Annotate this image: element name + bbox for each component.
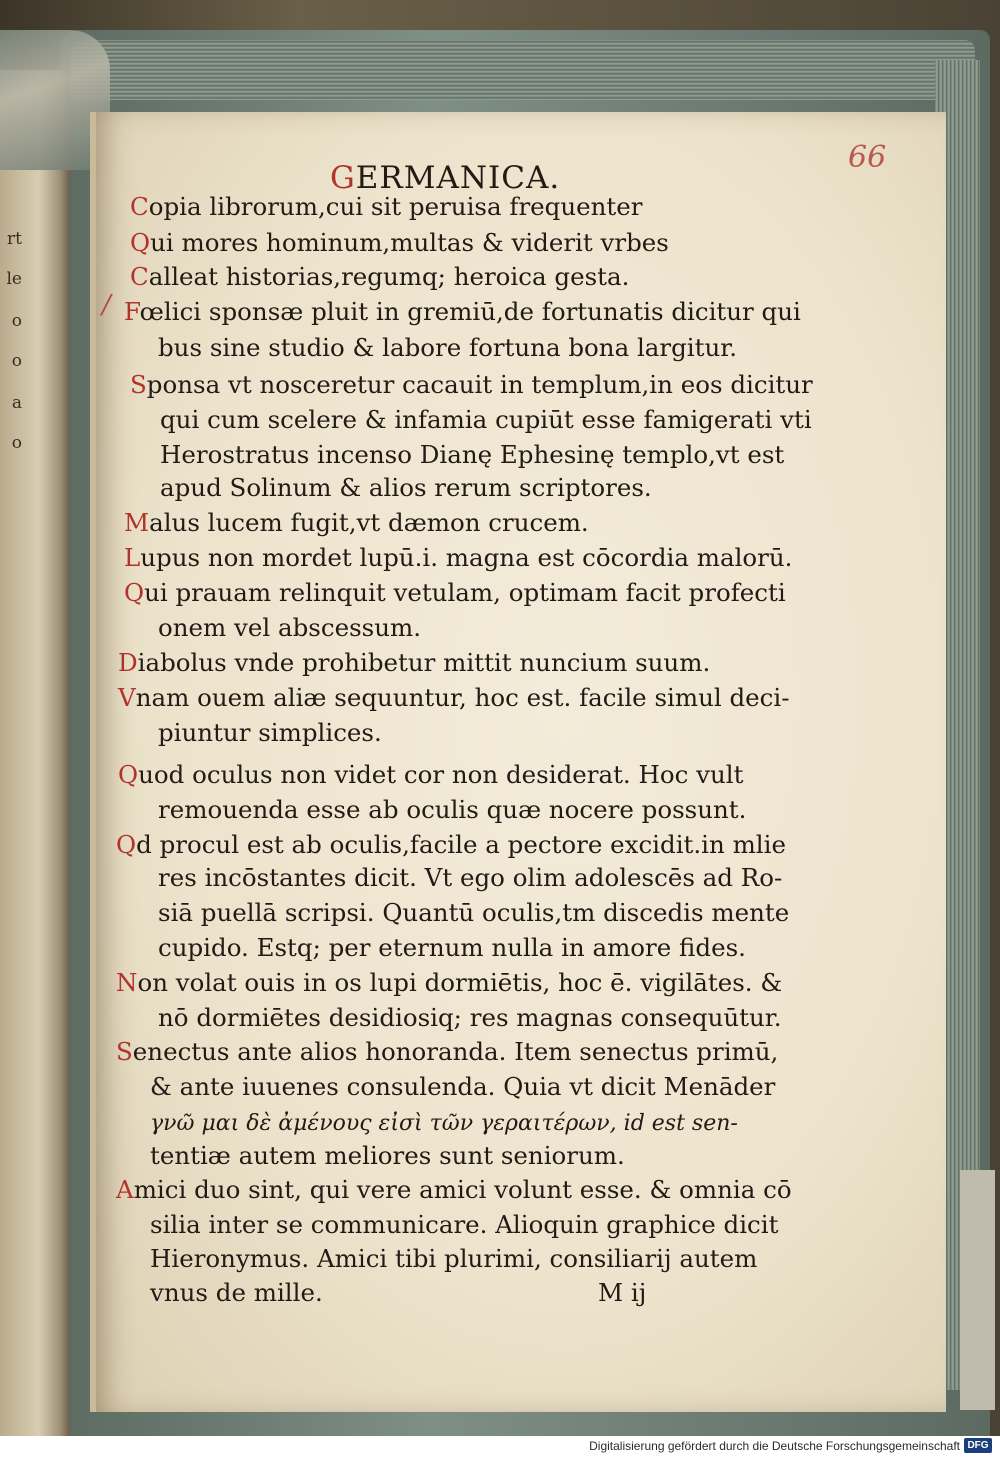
- rubricated-initial: C: [130, 192, 149, 221]
- footer-bar: [0, 1436, 1000, 1457]
- line-text: ui prauam relinquit vetulam, optimam facit profecti: [144, 578, 786, 607]
- line-text: iabolus vnde prohibetur mittit nuncium suum.: [137, 648, 711, 677]
- text-line: [150, 1278, 323, 1307]
- line-text: cupido. Estq; per eternum nulla in amore fides.: [158, 933, 746, 962]
- line-text: upus non mordet lupū.i. magna est cōcordia malorū.: [140, 543, 793, 572]
- text-line: [116, 968, 782, 997]
- rubricated-initial: A: [116, 1175, 134, 1204]
- line-text: œlici sponsæ pluit in gremiū,de fortunatis dicitur qui: [139, 297, 801, 326]
- text-line: [130, 262, 629, 291]
- text-line: [160, 473, 652, 502]
- line-text: apud Solinum & alios rerum scriptores.: [160, 473, 652, 502]
- line-text: onem vel abscessum.: [158, 613, 422, 642]
- text-line: [158, 613, 421, 642]
- line-text: enectus ante alios honoranda. Item senectus primū,: [132, 1037, 779, 1066]
- text-line: [116, 1175, 792, 1204]
- text-line: [118, 648, 710, 677]
- line-text: d procul est ab oculis,facile a pectore excidit.in mlie: [136, 830, 786, 859]
- heading-initial: G: [330, 160, 356, 196]
- text-line: [158, 1003, 782, 1032]
- text-line: [118, 760, 743, 789]
- line-text: res incōstantes dicit. Vt ego olim adolescēs ad Ro-: [158, 863, 783, 892]
- page-edges-top: [70, 40, 975, 100]
- line-text: alus lucem fugit,vt dæmon crucem.: [149, 508, 589, 537]
- rubricated-initial: C: [130, 262, 149, 291]
- line-text: opia librorum,cui sit peruisa frequenter: [148, 192, 643, 221]
- line-text: silia inter se communicare. Alioquin graphice dicit: [150, 1210, 779, 1239]
- text-line: [150, 1210, 778, 1239]
- rubricated-initial: S: [130, 370, 147, 399]
- text-line: [158, 795, 746, 824]
- line-text: alleat historias,regumq; heroica gesta.: [148, 262, 630, 291]
- rubricated-initial: V: [118, 683, 136, 712]
- rubricated-initial: Q: [116, 830, 137, 859]
- text-line: [150, 1141, 625, 1170]
- left-margin-fragment: o: [11, 311, 22, 331]
- text-line: [116, 1037, 778, 1066]
- line-text: nam ouem aliæ sequuntur, hoc est. facile simul deci-: [135, 683, 790, 712]
- rubricated-initial: D: [118, 648, 138, 677]
- rubricated-initial: Q: [124, 578, 145, 607]
- rubricated-initial: Q: [130, 228, 151, 257]
- text-line: [124, 297, 801, 326]
- rubricated-initial: M: [124, 508, 150, 537]
- text-line: [158, 333, 737, 362]
- line-text: & ante iuuenes consulenda. Quia vt dicit Menāder: [150, 1072, 776, 1101]
- text-line: [160, 440, 784, 469]
- cover-corner: [960, 1170, 995, 1410]
- rubricated-initial: N: [116, 968, 138, 997]
- text-line: [150, 1244, 757, 1273]
- left-margin-fragment: o: [11, 351, 22, 371]
- text-line: [158, 933, 746, 962]
- text-line: [150, 1072, 775, 1101]
- text-line: [116, 830, 786, 859]
- line-text: ui mores hominum,multas & viderit vrbes: [150, 228, 669, 257]
- rubricated-initial: Q: [118, 760, 139, 789]
- line-text: on volat ouis in os lupi dormiētis, hoc ē. vigilātes. &: [137, 968, 783, 997]
- text-line: [158, 863, 782, 892]
- funding-credit: Digitalisierung gefördert durch die Deutsche Forschungsgemeinschaft: [589, 1439, 960, 1453]
- manuscript-marginal-mark: /: [102, 290, 111, 320]
- line-text: uod oculus non videt cor non desiderat. Hoc vult: [138, 760, 744, 789]
- line-text: tentiæ autem meliores sunt seniorum.: [150, 1141, 625, 1170]
- left-margin-fragment: a: [11, 393, 22, 413]
- left-margin-fragment: o: [11, 433, 22, 453]
- text-line: [124, 508, 589, 537]
- folio-number: 66: [848, 140, 887, 175]
- heading-rest: ERMANICA.: [355, 160, 561, 196]
- rubricated-initial: S: [116, 1037, 133, 1066]
- text-line: [130, 228, 669, 257]
- text-line: [150, 1107, 738, 1136]
- line-text: γνῶ μαι δὲ ἀμένους εἰσὶ τῶν γεραιτέρων, id est sen-: [150, 1111, 738, 1136]
- text-line: [130, 370, 813, 399]
- text-line: [160, 405, 812, 434]
- line-text: Herostratus incenso Dianę Ephesinę templo,vt est: [160, 440, 785, 469]
- dfg-logo: DFG: [964, 1438, 992, 1453]
- text-line: [124, 543, 792, 572]
- left-margin-fragment: le: [6, 269, 22, 289]
- line-text: nō dormiētes desidiosiq; res magnas consequūtur.: [158, 1003, 782, 1032]
- line-text: ponsa vt nosceretur cacauit in templum,in eos dicitur: [146, 370, 813, 399]
- line-text: siā puellā scripsi. Quantū oculis,tm discedis mente: [158, 898, 790, 927]
- text-line: [130, 192, 642, 221]
- signature-mark: M ij: [598, 1278, 647, 1307]
- line-text: qui cum scelere & infamia cupiūt esse famigerati vti: [160, 405, 812, 434]
- page-heading: [330, 160, 560, 196]
- rubricated-initial: L: [124, 543, 141, 572]
- line-text: Hieronymus. Amici tibi plurimi, consiliarij autem: [150, 1244, 758, 1273]
- text-line: [158, 898, 789, 927]
- text-line: [118, 683, 790, 712]
- line-text: mici duo sint, qui vere amici volunt esse. & omnia cō: [133, 1175, 792, 1204]
- text-line: [158, 718, 382, 747]
- line-text: vnus de mille.: [150, 1278, 323, 1307]
- line-text: bus sine studio & labore fortuna bona largitur.: [158, 333, 738, 362]
- line-text: remouenda esse ab oculis quæ nocere possunt.: [158, 795, 747, 824]
- left-margin-fragment: rt: [7, 229, 22, 249]
- text-line: [124, 578, 786, 607]
- rubricated-initial: F: [124, 297, 140, 326]
- line-text: piuntur simplices.: [158, 718, 382, 747]
